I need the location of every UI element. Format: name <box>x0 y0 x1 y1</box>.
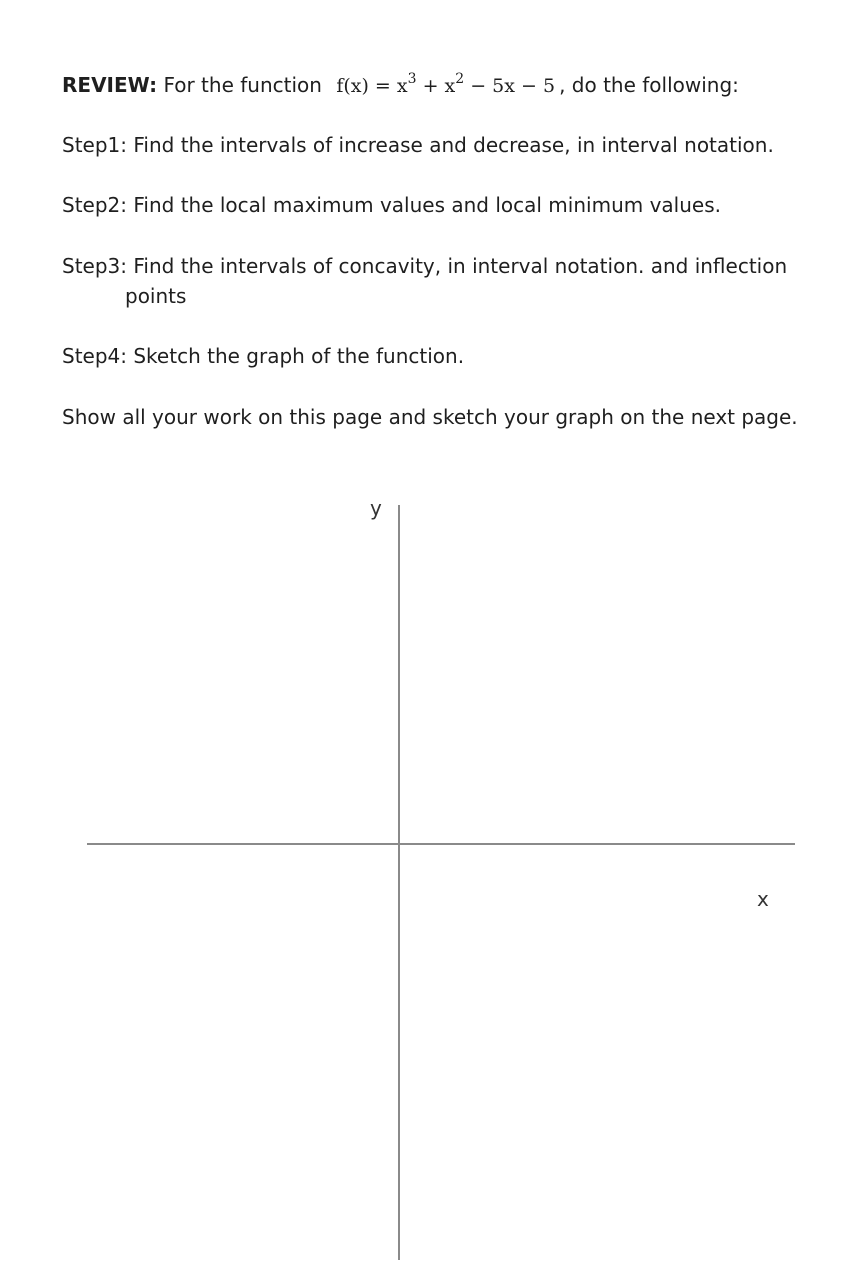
step-1: Step1: Find the intervals of increase and decrease, in interval notation. <box>62 133 774 157</box>
x-axis <box>87 843 795 845</box>
instruction-text: Show all your work on this page and sketch your graph on the next page. <box>62 405 798 429</box>
step-2: Step2: Find the local maximum values and local minimum values. <box>62 193 721 217</box>
function-formula <box>336 71 555 101</box>
review-label: REVIEW: <box>62 73 158 97</box>
formula-lhs: f(x) = x <box>336 75 408 97</box>
x-axis-label: x <box>757 887 769 911</box>
step-3: Step3: Find the intervals of concavity, in interval notation. and inflection <box>62 254 788 278</box>
y-axis <box>398 505 400 1260</box>
review-outro-text: , do the following: <box>559 73 739 97</box>
formula-exponent-3: 3 <box>407 71 417 87</box>
formula-mid: + x <box>416 75 456 97</box>
formula-exponent-2: 2 <box>455 71 465 87</box>
step-3-continuation: points <box>125 284 187 308</box>
y-axis-label: y <box>370 496 382 520</box>
review-intro-text: For the function <box>163 73 322 97</box>
formula-rest: − 5x − 5 <box>464 75 556 97</box>
step-4: Step4: Sketch the graph of the function. <box>62 344 465 368</box>
review-line <box>62 70 739 101</box>
